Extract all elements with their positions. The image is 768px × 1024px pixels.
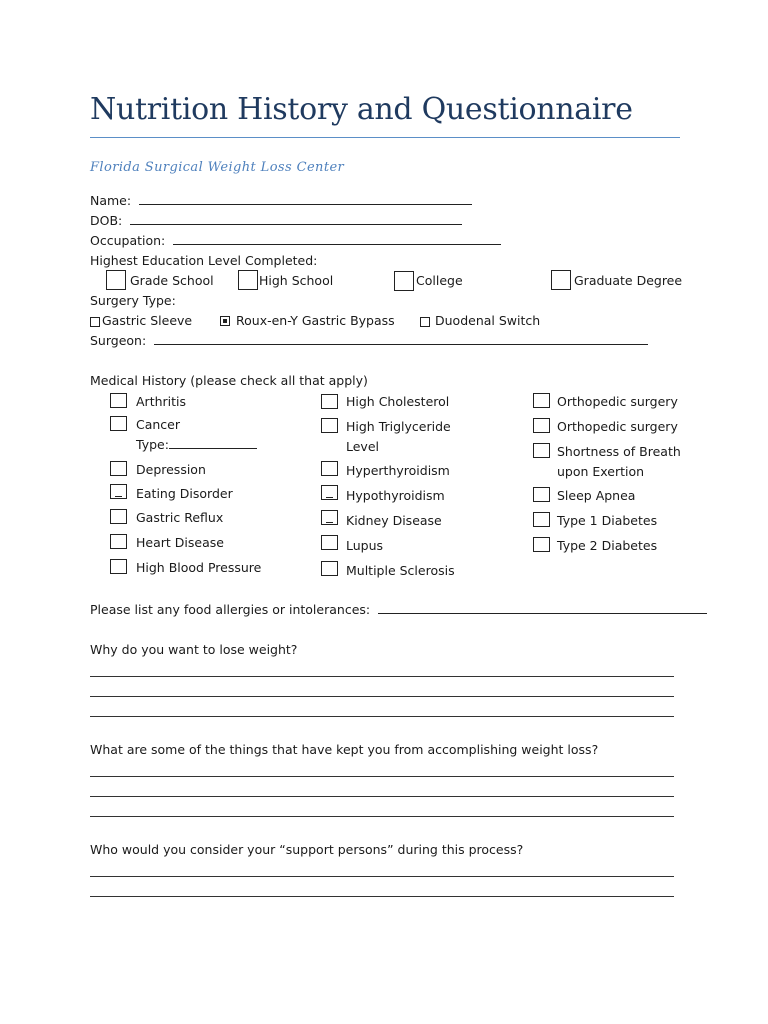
- education-label: Highest Education Level Completed:: [90, 253, 318, 268]
- kept-from-answer-line-2[interactable]: [90, 796, 674, 797]
- hyperthyroidism-label: Hyperthyroidism: [346, 463, 450, 478]
- kidney-disease-label: Kidney Disease: [346, 513, 442, 528]
- title-divider: [90, 137, 680, 138]
- support-question: Who would you consider your “support persons” during this process?: [90, 842, 524, 857]
- graduate-degree-checkbox[interactable]: [551, 270, 571, 290]
- high-triglyceride-label: High Triglyceride: [346, 419, 451, 434]
- high-triglyceride-level-label: Level: [346, 439, 379, 454]
- name-row: [90, 193, 472, 208]
- support-answer-line-2[interactable]: [90, 896, 674, 897]
- graduate-degree-label: Graduate Degree: [574, 273, 683, 288]
- kept-from-answer-line-3[interactable]: [90, 816, 674, 817]
- gastric-sleeve-label: Gastric Sleeve: [102, 313, 193, 328]
- allergies-question: Please list any food allergies or intolerances:: [90, 602, 371, 617]
- surgeon-label: Surgeon:: [90, 333, 147, 348]
- gastric-reflux-checkbox[interactable]: [110, 509, 127, 524]
- why-lose-answer-line-1[interactable]: [90, 676, 674, 677]
- high-school-checkbox[interactable]: [238, 270, 258, 290]
- high-triglyceride-checkbox[interactable]: [321, 418, 338, 433]
- multiple-sclerosis-checkbox[interactable]: [321, 561, 338, 576]
- duodenal-switch-label: Duodenal Switch: [435, 313, 541, 328]
- grade-school-checkbox[interactable]: [106, 270, 126, 290]
- dob-row: [90, 213, 462, 228]
- cancer-type-label: Type:: [136, 437, 169, 452]
- gastric-sleeve-checkbox[interactable]: [90, 317, 100, 327]
- type-1-diabetes-label: Type 1 Diabetes: [557, 513, 658, 528]
- dob-field[interactable]: [130, 214, 462, 225]
- cancer-label: Cancer: [136, 417, 181, 432]
- roux-en-y-label: Roux-en-Y Gastric Bypass: [236, 313, 395, 328]
- medical-history-label: Medical History (please check all that apply): [90, 373, 368, 388]
- kept-from-question: What are some of the things that have kept you from accomplishing weight loss?: [90, 742, 599, 757]
- college-label: College: [416, 273, 463, 288]
- orthopedic-surgery-checkbox-2[interactable]: [533, 418, 550, 433]
- surgery-type-label: Surgery Type:: [90, 293, 176, 308]
- why-lose-answer-line-2[interactable]: [90, 696, 674, 697]
- shortness-of-breath-label-cont: upon Exertion: [557, 464, 645, 479]
- name-label: Name:: [90, 193, 132, 208]
- type-2-diabetes-checkbox[interactable]: [533, 537, 550, 552]
- surgeon-field[interactable]: [154, 334, 648, 345]
- heart-disease-checkbox[interactable]: [110, 534, 127, 549]
- occupation-row: [90, 233, 501, 248]
- sleep-apnea-checkbox[interactable]: [533, 487, 550, 502]
- why-lose-answer-line-3[interactable]: [90, 716, 674, 717]
- page-subtitle: Florida Surgical Weight Loss Center: [90, 160, 345, 175]
- type-2-diabetes-label: Type 2 Diabetes: [557, 538, 658, 553]
- arthritis-label: Arthritis: [136, 394, 187, 409]
- type-1-diabetes-checkbox[interactable]: [533, 512, 550, 527]
- hyperthyroidism-checkbox[interactable]: [321, 461, 338, 476]
- eating-disorder-label: Eating Disorder: [136, 486, 233, 501]
- roux-en-y-checkbox[interactable]: [220, 316, 230, 326]
- hypothyroidism-checkbox[interactable]: [321, 485, 338, 500]
- hypothyroidism-label: Hypothyroidism: [346, 488, 445, 503]
- lupus-label: Lupus: [346, 538, 384, 553]
- duodenal-switch-checkbox[interactable]: [420, 317, 430, 327]
- surgeon-row: [90, 333, 648, 348]
- dob-label: DOB:: [90, 213, 123, 228]
- sleep-apnea-label: Sleep Apnea: [557, 488, 636, 503]
- high-cholesterol-label: High Cholesterol: [346, 394, 450, 409]
- lupus-checkbox[interactable]: [321, 535, 338, 550]
- shortness-of-breath-checkbox[interactable]: [533, 443, 550, 458]
- cancer-type-field[interactable]: [169, 438, 257, 449]
- grade-school-label: Grade School: [130, 273, 214, 288]
- occupation-label: Occupation:: [90, 233, 166, 248]
- allergies-row: [90, 602, 707, 617]
- depression-label: Depression: [136, 462, 206, 477]
- orthopedic-surgery-label-2: Orthopedic surgery: [557, 419, 678, 434]
- high-blood-pressure-label: High Blood Pressure: [136, 560, 262, 575]
- depression-checkbox[interactable]: [110, 461, 127, 476]
- high-school-label: High School: [259, 273, 334, 288]
- orthopedic-surgery-label-1: Orthopedic surgery: [557, 394, 678, 409]
- name-field[interactable]: [139, 194, 472, 205]
- support-answer-line-1[interactable]: [90, 876, 674, 877]
- orthopedic-surgery-checkbox-1[interactable]: [533, 393, 550, 408]
- cancer-checkbox[interactable]: [110, 416, 127, 431]
- occupation-field[interactable]: [173, 234, 501, 245]
- eating-disorder-checkbox[interactable]: [110, 484, 127, 499]
- multiple-sclerosis-label: Multiple Sclerosis: [346, 563, 455, 578]
- high-cholesterol-checkbox[interactable]: [321, 394, 338, 409]
- cancer-type-row: [136, 437, 257, 452]
- arthritis-checkbox[interactable]: [110, 393, 127, 408]
- shortness-of-breath-label: Shortness of Breath: [557, 444, 681, 459]
- kept-from-answer-line-1[interactable]: [90, 776, 674, 777]
- page-title: Nutrition History and Questionnaire: [90, 92, 633, 127]
- why-lose-question: Why do you want to lose weight?: [90, 642, 298, 657]
- college-checkbox[interactable]: [394, 271, 414, 291]
- allergies-field[interactable]: [378, 603, 707, 614]
- heart-disease-label: Heart Disease: [136, 535, 224, 550]
- gastric-reflux-label: Gastric Reflux: [136, 510, 224, 525]
- high-blood-pressure-checkbox[interactable]: [110, 559, 127, 574]
- kidney-disease-checkbox[interactable]: [321, 510, 338, 525]
